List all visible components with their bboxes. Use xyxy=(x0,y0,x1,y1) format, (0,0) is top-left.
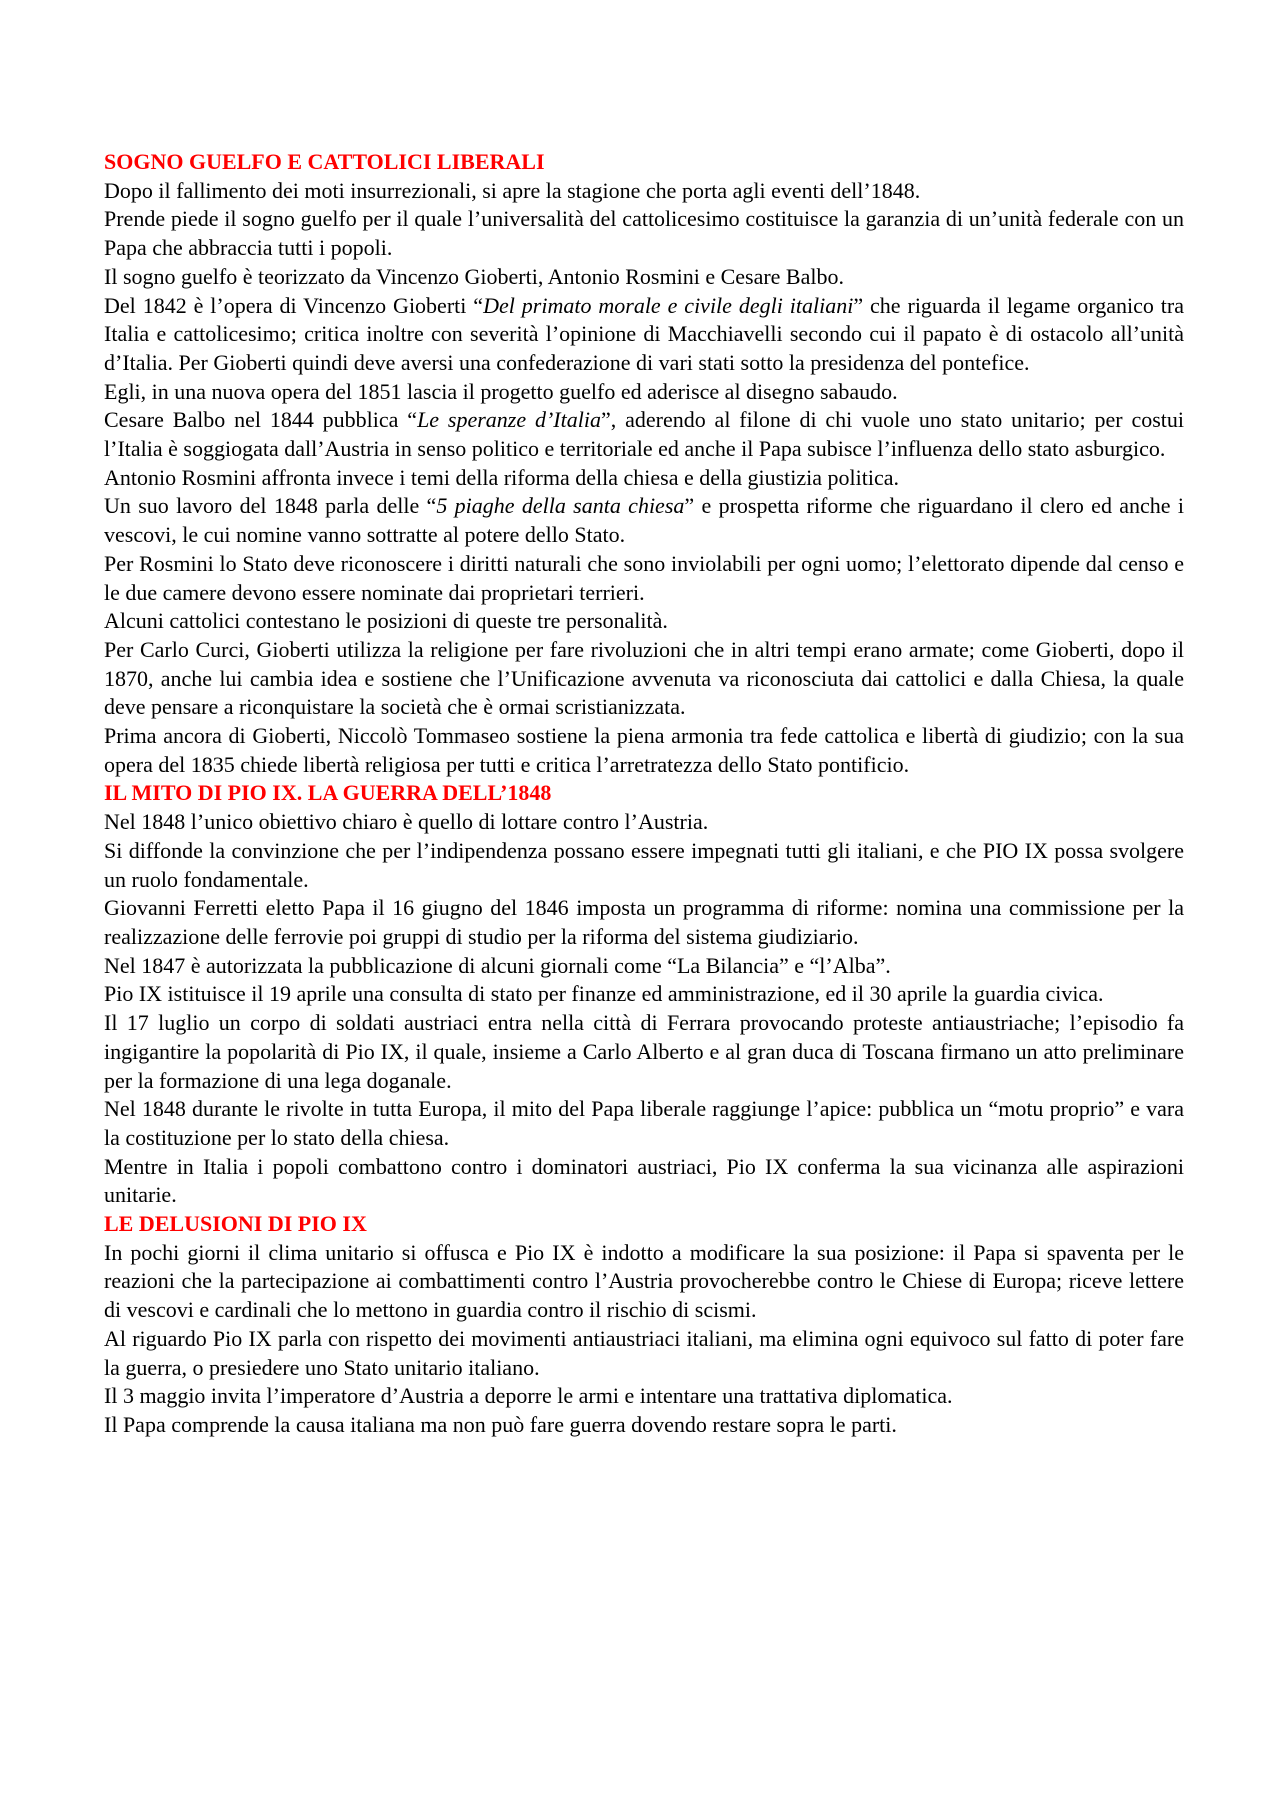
text-run: Giovanni Ferretti eletto Papa il 16 giugno del 1846 imposta un programma di riforme: nomina una commissione per la realizzazione delle ferrovie poi gruppi di studio per la riforma del sistema giudiziario. xyxy=(104,895,1184,949)
paragraph xyxy=(104,894,1184,951)
paragraph xyxy=(104,952,1184,981)
paragraph xyxy=(104,722,1184,779)
paragraph xyxy=(104,177,1184,206)
paragraph xyxy=(104,378,1184,407)
paragraph xyxy=(104,808,1184,837)
paragraph xyxy=(104,1009,1184,1095)
paragraph xyxy=(104,1153,1184,1210)
paragraph xyxy=(104,636,1184,722)
text-run: Del 1842 è l’opera di Vincenzo Gioberti “ xyxy=(104,292,484,318)
paragraph xyxy=(104,1382,1184,1411)
paragraph xyxy=(104,1095,1184,1152)
text-run: Per Carlo Curci, Gioberti utilizza la religione per fare rivoluzioni che in altri tempi erano armate; come Gioberti, dopo il 1870, anche lui cambia idea e sostiene che l’Unificazione avvenuta va riconosciuta dai cattolici e dalla Chiesa, la quale deve pensare a riconquistare la società che è ormai scristianizzata. xyxy=(104,636,1184,720)
paragraph xyxy=(104,1411,1184,1440)
paragraph xyxy=(104,263,1184,292)
paragraph xyxy=(104,550,1184,607)
text-run: Nel 1847 è autorizzata la pubblicazione di alcuni giornali come “La Bilancia” e “l’Alba”. xyxy=(104,952,891,978)
text-run: Nel 1848 l’unico obiettivo chiaro è quello di lottare contro l’Austria. xyxy=(104,809,709,835)
paragraph xyxy=(104,464,1184,493)
text-run: Mentre in Italia i popoli combattono contro i dominatori austriaci, Pio IX conferma la sua vicinanza alle aspirazioni unitarie. xyxy=(104,1153,1184,1208)
paragraph xyxy=(104,205,1184,262)
text-run: Il 17 luglio un corpo di soldati austriaci entra nella città di Ferrara provocando proteste antiaustriache; l’episodio fa ingigantire la popolarità di Pio IX, il quale, insieme a Carlo Alberto e al gran duca di Toscana firmano un atto preliminare per la formazione di una lega doganale. xyxy=(104,1010,1184,1093)
paragraph xyxy=(104,607,1184,636)
text-run: Al riguardo Pio IX parla con rispetto dei movimenti antiaustriaci italiani, ma elimina ogni equivoco sul fatto di poter fare la guerra, o presiedere uno Stato unitario italiano. xyxy=(104,1325,1184,1380)
text-run: Il Papa comprende la causa italiana ma non può fare guerra dovendo restare sopra le parti. xyxy=(104,1411,897,1437)
document-content xyxy=(104,148,1184,1440)
section-heading-2: IL MITO DI PIO IX. LA GUERRA DELL’1848 xyxy=(104,780,552,806)
text-run: Un suo lavoro del 1848 parla delle “ xyxy=(104,493,437,519)
paragraph xyxy=(104,980,1184,1009)
text-run: ” e prospetta riforme che riguardano il clero ed anche i vescovi, le cui nomine vanno sottratte al potere dello Stato. xyxy=(104,493,1185,548)
text-run: ” che riguarda il legame organico tra Italia e cattolicesimo; critica inoltre con severità l’opinione di Macchiavelli secondo cui il papato è di ostacolo all’unità d’Italia. Per Gioberti quindi deve aversi una confederazione di vari stati sotto la presidenza del pontefice. xyxy=(104,292,1184,375)
text-run: Il 3 maggio invita l’imperatore d’Austria a deporre le armi e intentare una trattativa diplomatica. xyxy=(104,1383,953,1409)
paragraph xyxy=(104,492,1184,549)
text-run: Prima ancora di Gioberti, Niccolò Tommaseo sostiene la piena armonia tra fede cattolica e libertà di giudizio; con la sua opera del 1835 chiede libertà religiosa per tutti e critica l’arretratezza dello Stato pontificio. xyxy=(104,723,1184,777)
text-run: Prende piede il sogno guelfo per il quale l’universalità del cattolicesimo costituisce la garanzia di un’unità federale con un Papa che abbraccia tutti i popoli. xyxy=(104,206,1184,261)
book-title-italic: Le speranze d’Italia xyxy=(417,407,601,433)
book-title-italic: 5 piaghe della santa chiesa xyxy=(436,493,685,519)
paragraph xyxy=(104,1239,1184,1325)
section-heading-3: LE DELUSIONI DI PIO IX xyxy=(104,1211,367,1237)
text-run: Alcuni cattolici contestano le posizioni di queste tre personalità. xyxy=(104,608,668,634)
paragraph xyxy=(104,837,1184,894)
text-run: Cesare Balbo nel 1844 pubblica “ xyxy=(104,407,418,433)
text-run: Pio IX istituisce il 19 aprile una consulta di stato per finanze ed amministrazione, ed il 30 aprile la guardia civica. xyxy=(104,981,1104,1007)
text-run: Si diffonde la convinzione che per l’indipendenza possano essere impegnati tutti gli italiani, e che PIO IX possa svolgere un ruolo fondamentale. xyxy=(104,837,1184,892)
text-run: In pochi giorni il clima unitario si offusca e Pio IX è indotto a modificare la sua posizione: il Papa si spaventa per le reazioni che la partecipazione ai combattimenti contro l’Austria provocherebbe contro le Chiese di Europa; riceve lettere di vescovi e cardinali che lo mettono in guardia contro il rischio di scismi. xyxy=(104,1239,1184,1323)
text-run: ”, aderendo al filone di chi vuole uno stato unitario; per costui l’Italia è soggiogata dall’Austria in senso politico e territoriale ed anche il Papa subisce l’influenza dello stato asburgico. xyxy=(104,407,1184,462)
book-title-italic: Del primato morale e civile degli italiani xyxy=(483,292,854,318)
paragraph xyxy=(104,292,1184,378)
text-run: Antonio Rosmini affronta invece i temi della riforma della chiesa e della giustizia politica. xyxy=(104,464,900,490)
text-run: Dopo il fallimento dei moti insurrezionali, si apre la stagione che porta agli eventi dell’1848. xyxy=(104,177,921,203)
text-run: Egli, in una nuova opera del 1851 lascia il progetto guelfo ed aderisce al disegno sabaudo. xyxy=(104,378,898,404)
text-run: Il sogno guelfo è teorizzato da Vincenzo Gioberti, Antonio Rosmini e Cesare Balbo. xyxy=(104,263,844,289)
text-run: Nel 1848 durante le rivolte in tutta Europa, il mito del Papa liberale raggiunge l’apice: pubblica un “motu proprio” e vara la costituzione per lo stato della chiesa. xyxy=(104,1096,1184,1150)
paragraph xyxy=(104,406,1184,463)
text-run: Per Rosmini lo Stato deve riconoscere i diritti naturali che sono inviolabili per ogni uomo; l’elettorato dipende dal censo e le due camere devono essere nominate dai proprietari terrieri. xyxy=(104,550,1184,605)
section-heading-1: SOGNO GUELFO E CATTOLICI LIBERALI xyxy=(104,149,545,174)
paragraph xyxy=(104,1325,1184,1382)
